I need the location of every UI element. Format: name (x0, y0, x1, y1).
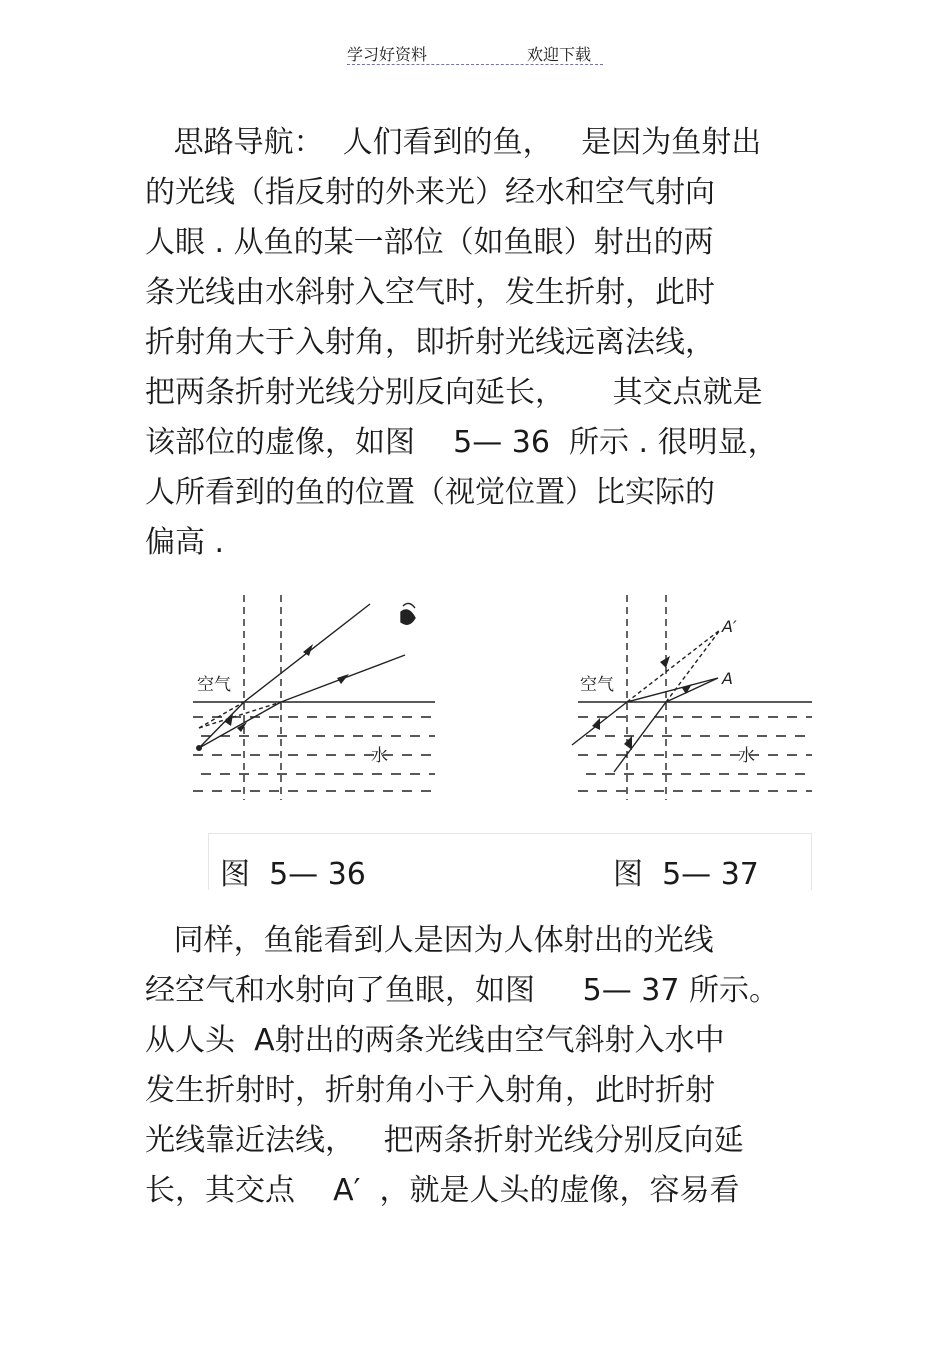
header-right-text: 欢迎下载 (527, 45, 592, 64)
caption-5-37: 图 5— 37 (613, 857, 759, 892)
water-dashes (193, 717, 435, 791)
figure-5-36 (185, 590, 445, 805)
paragraph-line: 折射角大于入射角，即折射光线远离法线， (145, 325, 715, 360)
paragraph-line: 把两条折射光线分别反向延长， 其交点就是 (145, 375, 763, 410)
caption-5-36: 图 5— 36 (220, 857, 366, 892)
figure-5-37 (570, 590, 820, 805)
refracted-ray-2 (614, 702, 666, 772)
eye-icon (401, 610, 415, 624)
paragraph-line: 人眼 . 从鱼的某一部位（如鱼眼）射出的两 (145, 225, 714, 260)
paragraph-line: 同样，鱼能看到人是因为人体射出的光线 (145, 923, 714, 958)
label-a-prime: A′ (722, 617, 737, 636)
paragraph-line: 思路导航： 人们看到的鱼， 是因为鱼射出 (145, 125, 762, 160)
paragraph-line: 人所看到的鱼的位置（视觉位置）比实际的 (145, 475, 715, 510)
paragraph-line: 的光线（指反射的外来光）经水和空气射向 (145, 175, 715, 210)
arrow-head (660, 656, 670, 668)
water-ray-2 (199, 702, 281, 748)
water-ray-1 (199, 702, 244, 748)
arrow-head (624, 736, 632, 750)
page-header (347, 40, 603, 65)
extension-1 (627, 630, 720, 702)
paragraph-line: 偏高 . (145, 525, 225, 560)
label-air: 空气 (580, 675, 614, 695)
paragraph-line: 该部位的虚像，如图 5— 36 所示 . 很明显， (145, 425, 778, 460)
header-left-text: 学习好资料 (347, 45, 428, 64)
paragraph-line: 从人头 A射出的两条光线由空气斜射入水中 (145, 1023, 725, 1058)
paragraph-line: 条光线由水斜射入空气时，发生折射，此时 (145, 275, 715, 310)
paragraph-line: 发生折射时，折射角小于入射角，此时折射 (145, 1073, 715, 1108)
label-water: 水 (738, 746, 755, 766)
paragraph-line: 光线靠近法线， 把两条折射光线分别反向延 (145, 1123, 744, 1158)
fish-point (196, 745, 202, 751)
paragraph-line: 长，其交点 A′ ，就是人头的虚像，容易看 (145, 1173, 740, 1208)
paragraph-line: 经空气和水射向了鱼眼，如图 5— 37 所示。 (145, 973, 780, 1008)
arrow-head (337, 674, 349, 684)
water-dashes (578, 717, 812, 791)
label-air: 空气 (197, 675, 231, 695)
label-water: 水 (371, 746, 388, 766)
label-a: A (722, 669, 733, 688)
